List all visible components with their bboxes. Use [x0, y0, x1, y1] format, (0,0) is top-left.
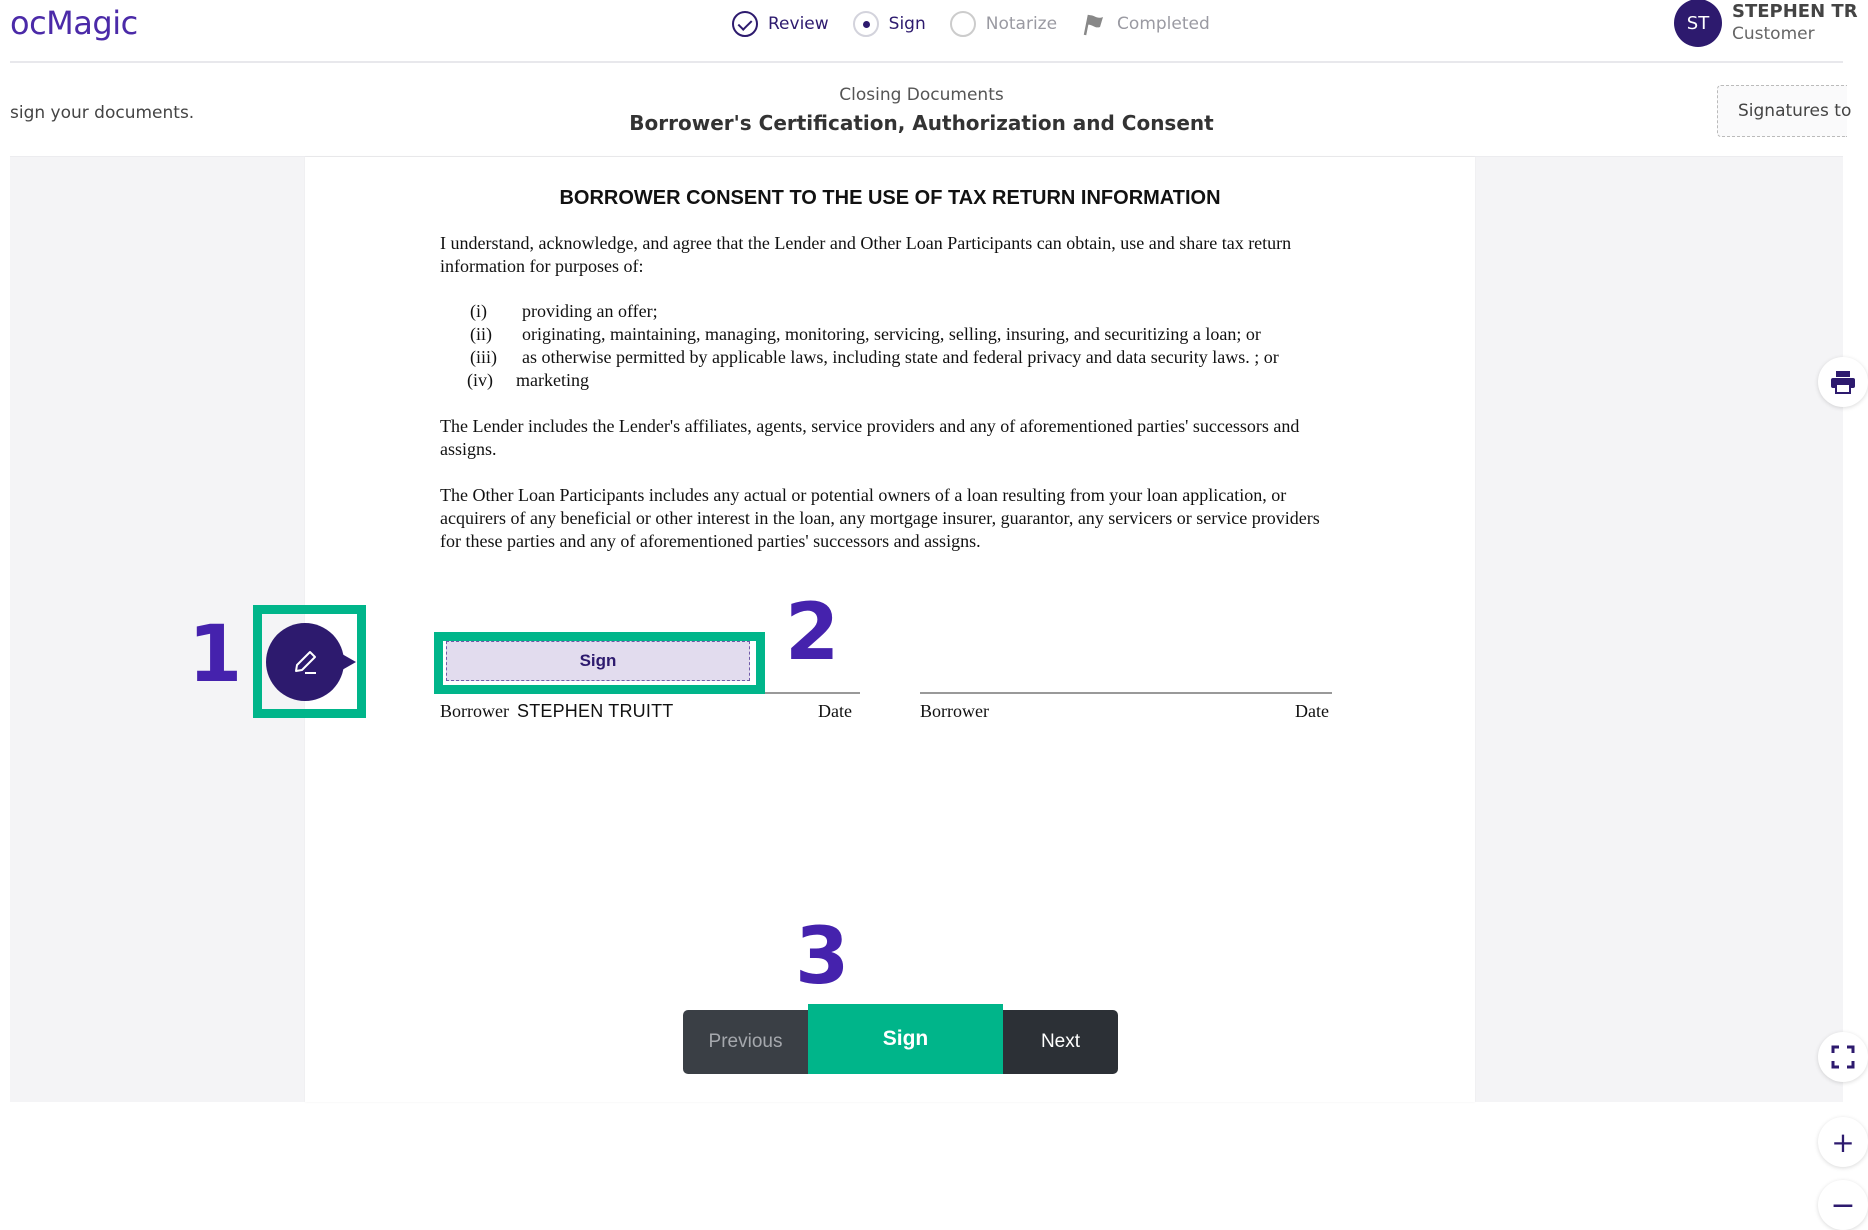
- purpose-list: [467, 300, 1360, 392]
- list-item-text: as otherwise permitted by applicable laws, including state and federal privacy and data security laws. ; or: [522, 347, 1279, 367]
- print-button[interactable]: [1818, 357, 1868, 407]
- list-item-text: providing an offer;: [522, 301, 658, 321]
- list-item-number: (i): [470, 301, 487, 321]
- instruction-text: sign your documents.: [10, 103, 195, 123]
- signing-navigation: [683, 1010, 1118, 1074]
- check-circle-icon: [732, 11, 758, 37]
- pen-icon: [288, 645, 322, 679]
- list-item: [467, 369, 1360, 392]
- second-date-label: Date: [1295, 701, 1329, 721]
- list-item-number: (ii): [470, 324, 492, 344]
- zoom-out-icon: −: [1830, 1187, 1856, 1223]
- list-item-text: marketing: [516, 370, 589, 390]
- list-item: [470, 346, 1360, 369]
- step-completed-label: Completed: [1117, 14, 1210, 34]
- next-button[interactable]: Next: [1003, 1010, 1118, 1074]
- borrower-name: STEPHEN TRUITT: [516, 701, 674, 721]
- borrower-label-group: [440, 701, 673, 722]
- avatar[interactable]: ST: [1674, 0, 1722, 47]
- lender-paragraph: The Lender includes the Lender's affiliates, agents, service providers and any of aforementioned parties' successors and assigns.: [440, 416, 1300, 459]
- step-sign-label: Sign: [888, 14, 926, 34]
- user-info: [1732, 1, 1858, 45]
- user-role: Customer: [1732, 24, 1815, 44]
- document-titles: [10, 85, 1833, 135]
- signature-field[interactable]: Sign: [446, 641, 750, 681]
- top-navbar: [10, 0, 1858, 63]
- radio-empty-icon: [950, 11, 976, 37]
- document-title: Borrower's Certification, Authorization and Consent: [629, 111, 1214, 135]
- borrower-label: Borrower: [440, 701, 509, 721]
- annotation-highlight-2: [434, 632, 765, 694]
- app-logo[interactable]: ocMagic: [10, 4, 138, 42]
- document-heading: BORROWER CONSENT TO THE USE OF TAX RETURN INFORMATION: [559, 187, 1221, 209]
- zoom-in-button[interactable]: [1818, 1117, 1868, 1167]
- document-header: [10, 65, 1852, 157]
- user-menu[interactable]: [1674, 0, 1858, 46]
- annotation-number-3: 3: [795, 912, 850, 1002]
- signatures-button[interactable]: Signatures to: [1717, 85, 1847, 137]
- date-label: Date: [818, 701, 852, 721]
- annotation-number-2: 2: [785, 588, 840, 678]
- step-review: [732, 11, 829, 37]
- left-edge: [0, 0, 10, 1102]
- intro-paragraph: I understand, acknowledge, and agree that the Lender and Other Loan Participants can obtain, use and share tax return information for purposes of:: [440, 233, 1292, 276]
- user-name: STEPHEN TR: [1732, 1, 1858, 22]
- flag-icon: [1081, 11, 1107, 37]
- progress-steps: [732, 9, 1234, 39]
- step-completed: [1081, 11, 1210, 37]
- list-item-number: (iv): [467, 370, 493, 390]
- document-page: [305, 157, 1475, 1102]
- list-item-text: originating, maintaining, managing, monitoring, servicing, selling, insuring, and securitizing a loan; or: [522, 324, 1261, 344]
- step-review-label: Review: [768, 14, 829, 34]
- step-sign: [853, 11, 926, 37]
- package-title: Closing Documents: [839, 85, 1004, 105]
- fullscreen-button[interactable]: [1818, 1032, 1868, 1082]
- list-item: [470, 323, 1360, 346]
- printer-icon: [1830, 370, 1856, 394]
- annotation-number-1: 1: [188, 610, 243, 700]
- list-item: [470, 300, 1360, 323]
- step-notarize-label: Notarize: [985, 14, 1058, 34]
- fullscreen-icon: [1832, 1046, 1854, 1068]
- previous-button[interactable]: Previous: [683, 1010, 808, 1074]
- participants-paragraph: The Other Loan Participants includes any actual or potential owners of a loan resulting from your loan application, or acquirers of any beneficial or other interest in the loan, any mortgage insurer, guarantor, any servicers or service providers for these parties and any of aforementioned parties' successors and assigns.: [440, 485, 1320, 551]
- zoom-out-button[interactable]: [1818, 1180, 1868, 1230]
- radio-dot-icon: [853, 11, 879, 37]
- zoom-in-icon: +: [1831, 1125, 1855, 1159]
- list-item-number: (iii): [470, 347, 497, 367]
- sign-tool-button[interactable]: [266, 623, 344, 701]
- sign-button[interactable]: Sign: [808, 1004, 1003, 1074]
- step-notarize: [950, 11, 1057, 37]
- signature-line: [920, 692, 1332, 694]
- second-borrower-label: Borrower: [920, 701, 989, 721]
